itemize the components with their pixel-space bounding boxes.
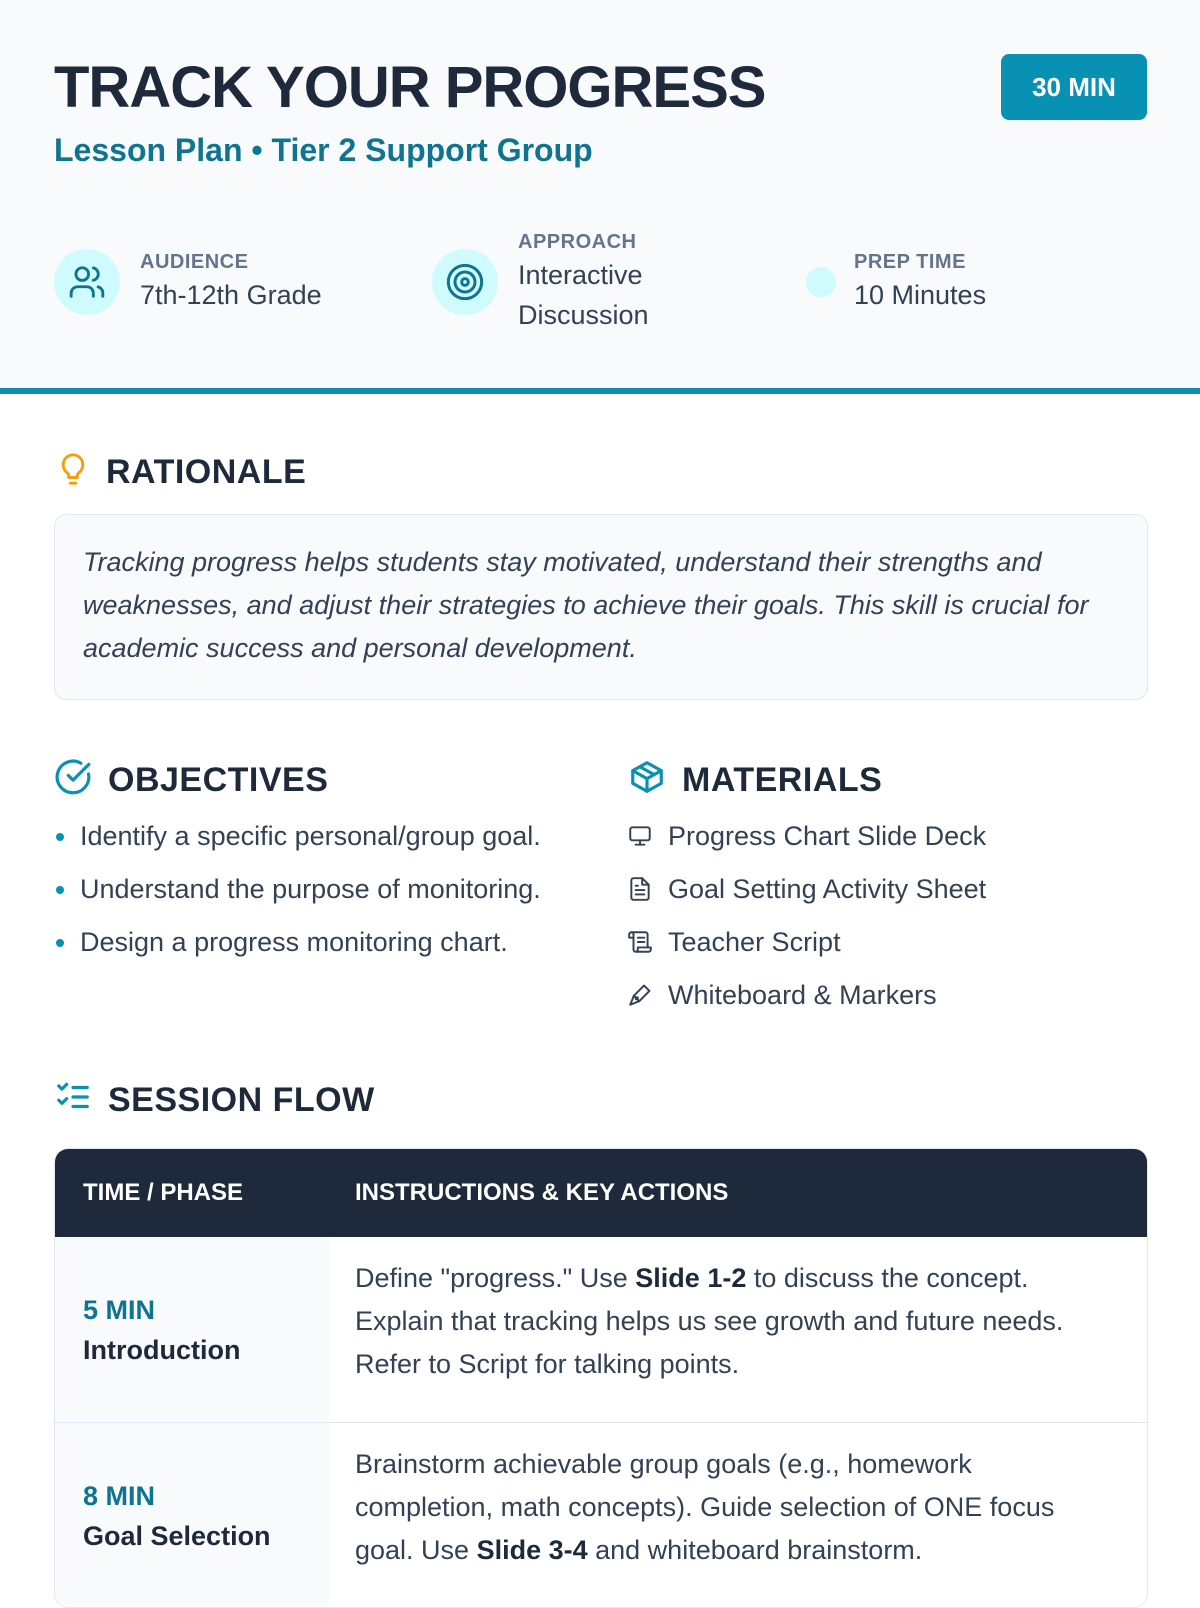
- slide-reference: Slide 1-2: [635, 1263, 747, 1293]
- rationale-heading: [56, 450, 306, 493]
- time-phase-cell: [55, 1423, 329, 1608]
- objectives-list: [54, 818, 614, 977]
- material-text: Goal Setting Activity Sheet: [668, 874, 987, 904]
- lightbulb-icon: [56, 450, 90, 493]
- section-title: MATERIALS: [682, 760, 883, 799]
- phase-value: Goal Selection: [83, 1520, 271, 1551]
- materials-list: [626, 818, 1166, 1030]
- scroll-icon: [626, 928, 654, 956]
- section-title: OBJECTIVES: [108, 760, 329, 799]
- instruction-text: Brainstorm achievable group goals (e.g., homework completion, math concepts). Guide selection of ONE focus goal. Use: [355, 1449, 1055, 1565]
- meta-value-line1: Interactive: [518, 260, 643, 290]
- list-item: [626, 818, 1166, 854]
- page-title: TRACK YOUR PROGRESS: [54, 55, 766, 120]
- column-header-time: TIME / PHASE: [83, 1179, 244, 1206]
- table-row: [55, 1423, 1147, 1608]
- document-icon: [626, 875, 654, 903]
- meta-label: AUDIENCE: [140, 251, 249, 273]
- target-icon: [432, 249, 498, 315]
- users-icon: [54, 249, 120, 315]
- session-flow-heading: [54, 1078, 375, 1121]
- objective-text: Identify a specific personal/group goal.: [80, 821, 541, 851]
- list-checks-icon: [54, 1078, 92, 1121]
- monitor-icon: [626, 822, 654, 850]
- meta-approach: [432, 222, 649, 342]
- instructions-cell: [329, 1237, 1147, 1422]
- list-item: [626, 977, 1166, 1013]
- list-item: [626, 871, 1166, 907]
- instruction-text: to discuss the concept. Explain that tracking helps us see growth and future needs. Refer to Script for talking points.: [355, 1263, 1064, 1379]
- box-icon: [628, 758, 666, 801]
- objective-text: Design a progress monitoring chart.: [80, 927, 508, 957]
- objectives-heading: [54, 758, 328, 801]
- table-header: [55, 1149, 1147, 1237]
- rationale-text: Tracking progress helps students stay motivated, understand their strengths and weaknesses, and adjust their strategies to achieve their goals. This skill is crucial for academic success and personal development.: [83, 547, 1089, 663]
- list-item: [54, 871, 614, 907]
- objective-text: Understand the purpose of monitoring.: [80, 874, 541, 904]
- meta-audience: [54, 222, 322, 342]
- meta-value-line2: Discussion: [518, 300, 649, 330]
- time-value: 5 MIN: [83, 1294, 156, 1325]
- table-row: [55, 1237, 1147, 1423]
- section-title: RATIONALE: [106, 452, 307, 491]
- list-item: [54, 924, 614, 960]
- materials-heading: [628, 758, 882, 801]
- meta-value: 7th-12th Grade: [140, 280, 322, 310]
- section-title: SESSION FLOW: [108, 1080, 375, 1119]
- instructions-cell: [329, 1423, 1147, 1608]
- material-text: Whiteboard & Markers: [668, 980, 937, 1010]
- meta-label: PREP TIME: [854, 251, 966, 273]
- instruction-text: and whiteboard brainstorm.: [587, 1535, 923, 1565]
- instruction-text: Define "progress." Use: [355, 1263, 636, 1293]
- check-circle-icon: [54, 758, 92, 801]
- time-value: 8 MIN: [83, 1480, 156, 1511]
- column-header-instructions: INSTRUCTIONS & KEY ACTIONS: [355, 1179, 729, 1206]
- bullet: [56, 939, 64, 947]
- dot-icon: [806, 267, 836, 297]
- meta-prep-time: [806, 222, 986, 342]
- meta-label: APPROACH: [518, 231, 637, 253]
- bullet: [56, 833, 64, 841]
- meta-value: 10 Minutes: [854, 280, 987, 310]
- list-item: [54, 818, 614, 854]
- page-header: [0, 0, 1200, 394]
- phase-value: Introduction: [83, 1334, 241, 1365]
- marker-icon: [626, 981, 654, 1009]
- duration-badge: 30 MIN: [1001, 54, 1147, 120]
- bullet: [56, 886, 64, 894]
- page-subtitle: Lesson Plan • Tier 2 Support Group: [54, 132, 593, 168]
- rationale-box: [54, 514, 1148, 700]
- material-text: Progress Chart Slide Deck: [668, 821, 987, 851]
- session-flow-table: [54, 1148, 1148, 1608]
- list-item: [626, 924, 1166, 960]
- material-text: Teacher Script: [668, 927, 841, 957]
- slide-reference: Slide 3-4: [476, 1535, 588, 1565]
- time-phase-cell: [55, 1237, 329, 1422]
